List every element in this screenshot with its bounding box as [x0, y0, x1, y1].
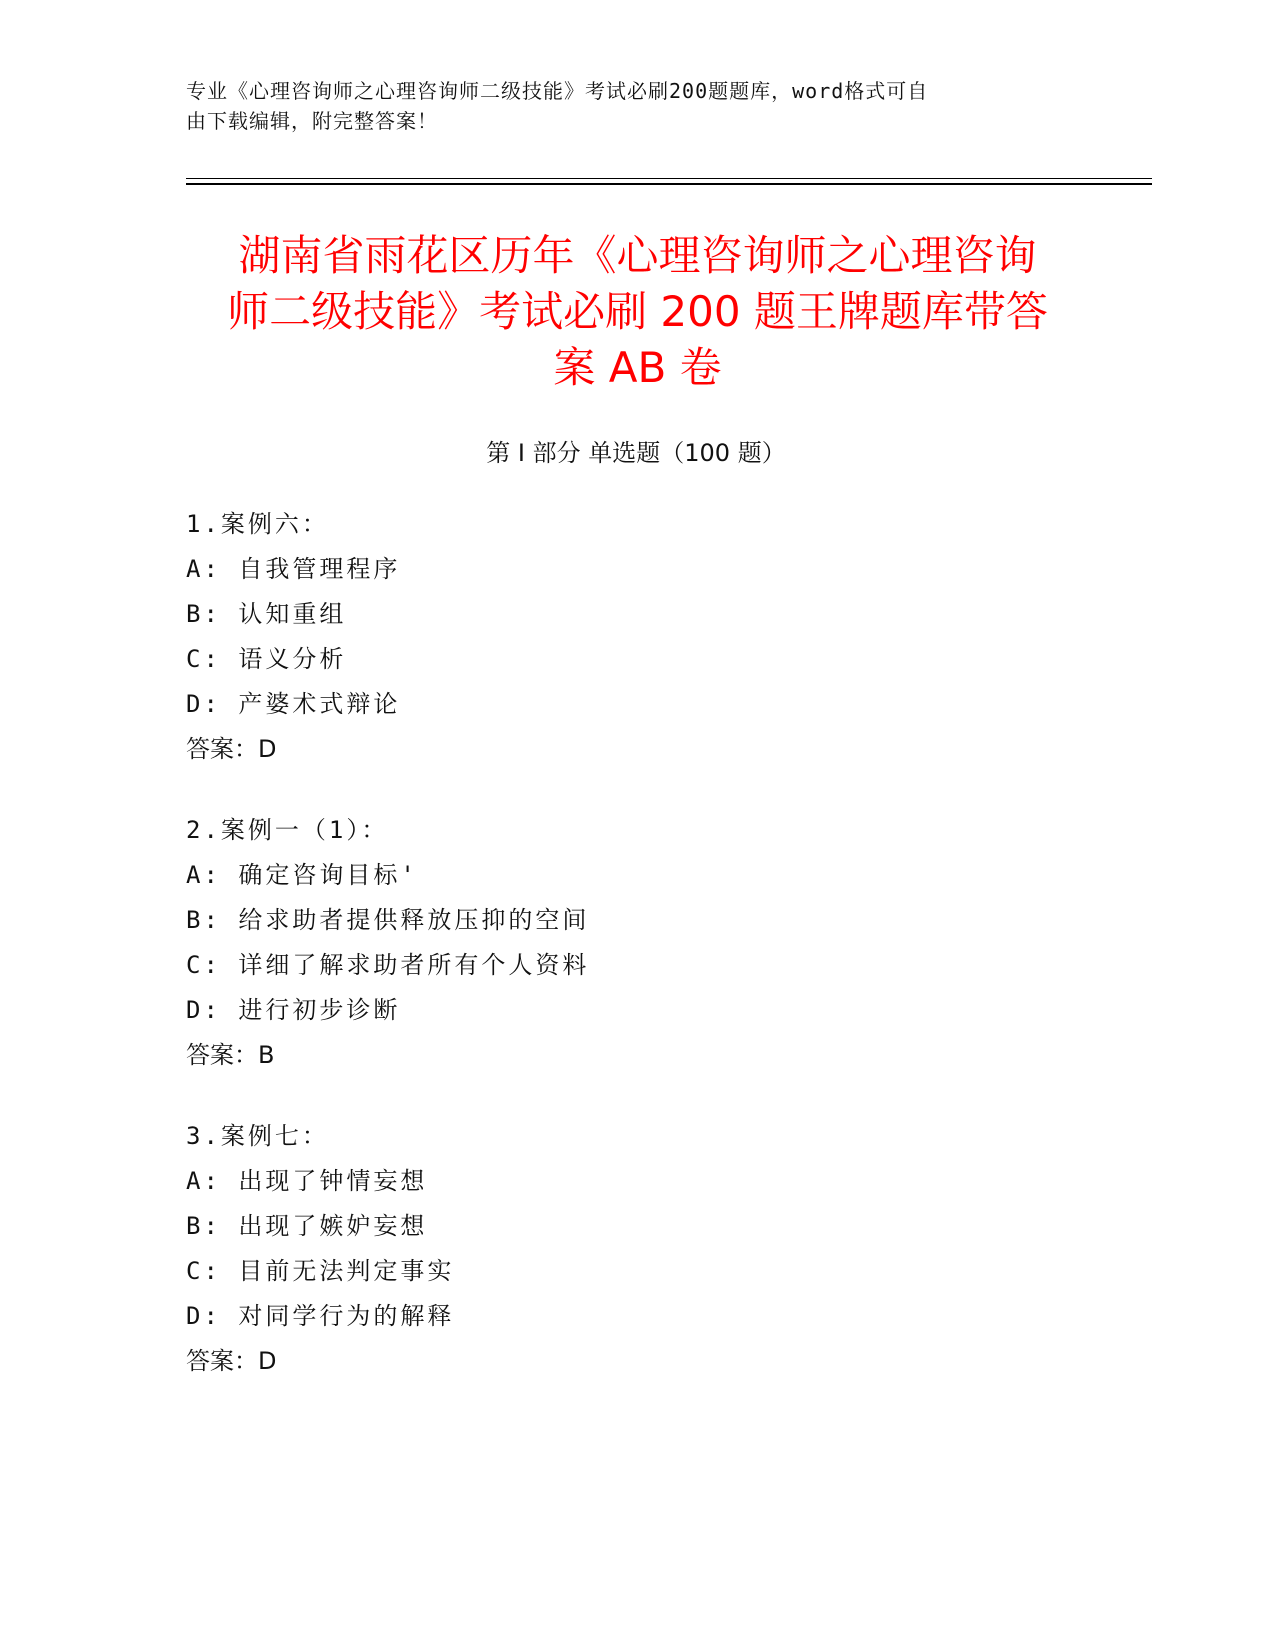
answer-line: 答案：D — [186, 1347, 277, 1375]
intro-line-1: 专业《心理咨询师之心理咨询师二级技能》考试必刷200题题库，word格式可自 — [186, 79, 929, 103]
option-a: A: 确定咨询目标' — [186, 861, 418, 889]
option-b: B: 给求助者提供释放压抑的空间 — [186, 906, 590, 934]
question-stem: 1.案例六： — [186, 510, 329, 538]
answer-line: 答案：D — [186, 735, 277, 763]
option-b: B: 认知重组 — [186, 600, 347, 628]
option-b: B: 出现了嫉妒妄想 — [186, 1212, 428, 1240]
question-3 — [186, 1114, 986, 1384]
question-2 — [186, 808, 986, 1078]
header-divider-thin — [186, 178, 1152, 179]
option-c: C: 详细了解求助者所有个人资料 — [186, 951, 590, 979]
section-heading: 第 I 部分 单选题（100 题） — [486, 439, 786, 467]
document-title — [160, 228, 1115, 396]
answer-line: 答案：B — [186, 1041, 275, 1069]
title-line-1: 湖南省雨花区历年《心理咨询师之心理咨询 — [238, 231, 1037, 280]
question-stem: 2.案例一（1）： — [186, 816, 389, 844]
option-a: A: 出现了钟情妄想 — [186, 1167, 428, 1195]
title-line-2: 师二级技能》考试必刷 200 题王牌题库带答 — [227, 287, 1048, 336]
intro-text — [186, 76, 1066, 136]
header-divider-thick — [186, 183, 1152, 185]
option-a: A: 自我管理程序 — [186, 555, 401, 583]
option-c: C: 目前无法判定事实 — [186, 1257, 455, 1285]
intro-line-2: 由下载编辑，附完整答案！ — [186, 109, 438, 133]
question-stem: 3.案例七： — [186, 1122, 329, 1150]
option-c: C: 语义分析 — [186, 645, 347, 673]
option-d: D: 进行初步诊断 — [186, 996, 401, 1024]
question-1 — [186, 502, 986, 772]
option-d: D: 对同学行为的解释 — [186, 1302, 455, 1330]
option-d: D: 产婆术式辩论 — [186, 690, 401, 718]
title-line-3: 案 AB 卷 — [553, 343, 722, 392]
